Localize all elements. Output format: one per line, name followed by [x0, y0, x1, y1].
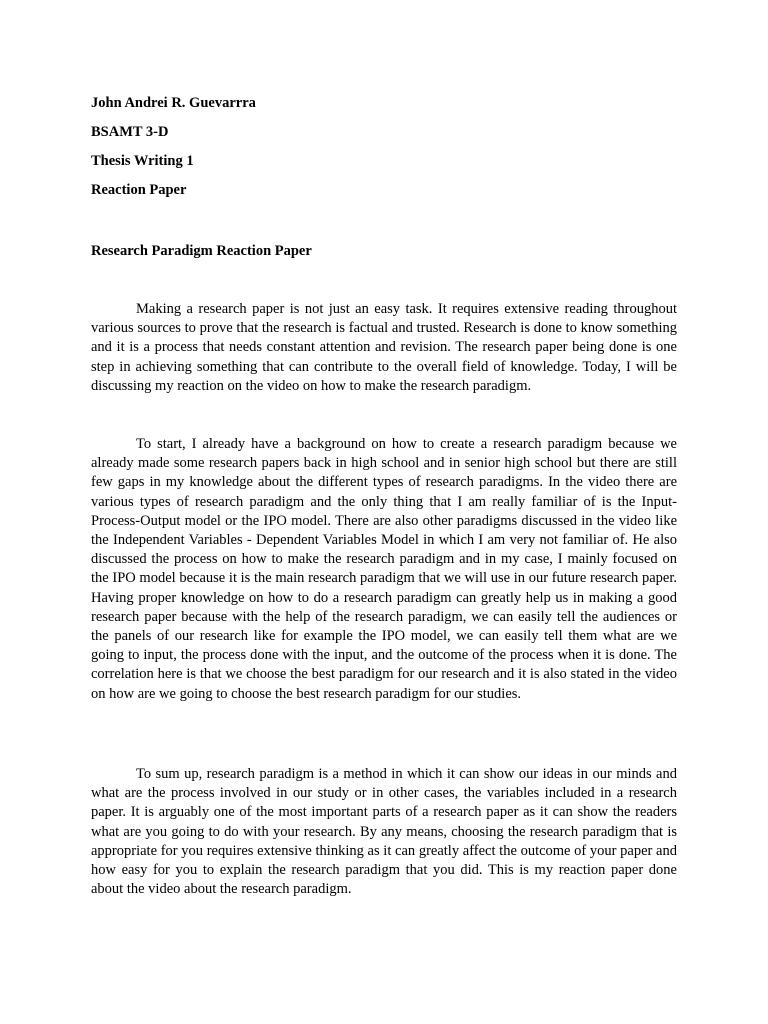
author-name: John Andrei R. Guevarrra — [91, 95, 256, 111]
paragraph-conclusion: To sum up, research paradigm is a method in which it can show our ideas in our minds and what are the process involved in our study or in other cases, the variables included in a research paper. It is arguably one of the most important parts of a research paper as it can show the readers what are you going to do with your research. By any means, choosing the research paradigm that is appropriate for you requires extensive thinking as it can greatly affect the outcome of your paper and how easy for you to explain the research paradigm that you did. This is my reaction paper done about the video about the research paradigm. — [91, 766, 677, 898]
paper-title: Research Paradigm Reaction Paper — [91, 243, 312, 259]
paragraph-body: To start, I already have a background on how to create a research paradigm because we already made some research papers back in high school and in senior high school but there are still few gaps in my knowledge about the different types of research paradigms. In the video there are various types of research paradigm and the only thing that I am really familiar of is the Input-Process-Output model or the IPO model. There are also other paradigms discussed in the video like the Independent Variables - Dependent Variables Model in which I am very not familiar of. He also discussed the process on how to make the research paradigm and in my case, I mainly focused on the IPO model because it is the main research paradigm that we will use in our future research paper. Having proper knowledge on how to do a research paradigm can greatly help us in making a good research paper because with the help of the research paradigm, we can easily tell the audiences or the panels of our research like for example the IPO model, we can easily tell them what are we going to input, the process done with the input, and the outcome of the process when it is done. The correlation here is that we choose the best paradigm for our research and it is also stated in the video on how are we going to choose the best research paradigm for our studies. — [91, 436, 677, 702]
course-label: Thesis Writing 1 — [91, 153, 194, 169]
section-label: BSAMT 3-D — [91, 124, 169, 140]
paragraph-introduction: Making a research paper is not just an easy task. It requires extensive reading throughout various sources to prove that the research is factual and trusted. Research is done to know something and it is a process that needs constant attention and revision. The research paper being done is one step in achieving something that can contribute to the overall field of knowledge. Today, I will be discussing my reaction on the video on how to make the research paradigm. — [91, 301, 677, 394]
document-type-label: Reaction Paper — [91, 182, 187, 198]
